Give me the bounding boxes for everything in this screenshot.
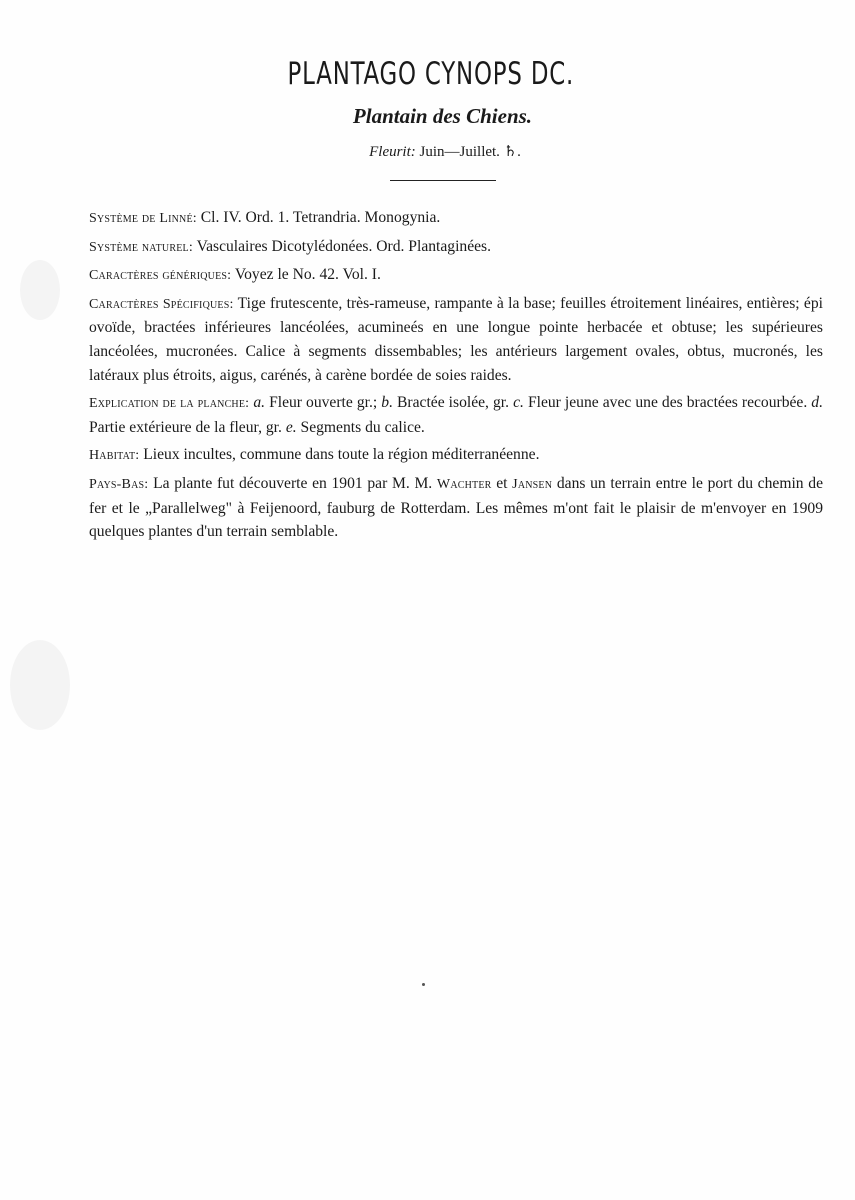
flowering-label: Fleurit: (369, 144, 416, 160)
person-name: Wachter (436, 476, 492, 492)
section-specifiques (89, 292, 823, 387)
paper-smudge (20, 260, 60, 320)
text-run: Bractée isolée, gr. (392, 394, 514, 412)
section-text: Cl. IV. Ord. 1. Tetrandria. Monogynia. (200, 209, 441, 226)
description-body (89, 206, 823, 548)
person-name: Jansen (512, 476, 553, 492)
figure-letter: e. (285, 418, 297, 436)
section-text: Lieux incultes, commune dans toute la région méditerranéenne. (143, 446, 540, 464)
figure-letter: b. (381, 394, 393, 412)
section-text: Tige frutescente, très-rameuse, rampante à la base; feuilles étroitement linéaires, entières; épi ovoïde, bractées inférieures lancéolées, acumineés en une longue pointe herbacée et obtuse; les supérieures lancéolées, mucronées. Calice à segments dissembables; les antérieurs largement ovales, obtus, mucronés, les latéraux plus étroits, aigus, carénés, à carène bordée de soies raides. (89, 294, 823, 384)
section-label: Caractères Spécifiques: (89, 296, 234, 312)
section-explication (89, 391, 823, 439)
section-linne (89, 206, 823, 231)
section-text: Voyez le No. 42. Vol. I. (234, 266, 381, 284)
text-run: La plante fut découverte en 1901 par M. M. (153, 474, 437, 492)
section-label: Système de Linné: (89, 211, 197, 226)
section-naturel (89, 235, 823, 260)
page-subtitle: Plantain des Chiens. (352, 104, 533, 128)
flowering-value: Juin—Juillet. ♄. (419, 144, 521, 160)
ink-speck (422, 983, 425, 986)
section-label: Pays-Bas: (89, 476, 149, 492)
flowering-line (0, 142, 855, 161)
text-run: Partie extérieure de la fleur, gr. (89, 418, 286, 436)
figure-letter: d. (811, 394, 823, 412)
text-run: Segments du calice. (296, 418, 425, 436)
text-run: dans un terrain entre le port du chemin de fer et le „Parallelweg" à Feijenoord, fauburg de Rotterdam. Les mêmes m'ont fait le plaisir de m'envoyer en 1909 quelques plantes d'un terrain semblable. (89, 474, 823, 541)
section-generiques (89, 263, 823, 288)
title-divider (390, 180, 496, 181)
section-label: Habitat: (89, 448, 140, 464)
section-label: Système naturel: (89, 239, 193, 255)
section-text: Vasculaires Dicotylédonées. Ord. Plantaginées. (196, 237, 492, 255)
text-run: et (491, 474, 513, 492)
page-title: PLANTAGO CYNOPS DC. (287, 56, 575, 92)
section-label: Caractères génériques: (89, 268, 232, 284)
section-label: Explication de la planche: (89, 396, 250, 412)
paper-smudge (10, 640, 70, 730)
text-run: Fleur jeune avec une des bractées recourbée. (523, 394, 812, 412)
figure-letter: c. (513, 394, 524, 412)
section-text (89, 475, 823, 540)
section-habitat (89, 443, 823, 468)
section-pays-bas (89, 472, 823, 544)
figure-letter: a. (253, 394, 266, 412)
text-run: Fleur ouverte gr.; (265, 394, 382, 412)
